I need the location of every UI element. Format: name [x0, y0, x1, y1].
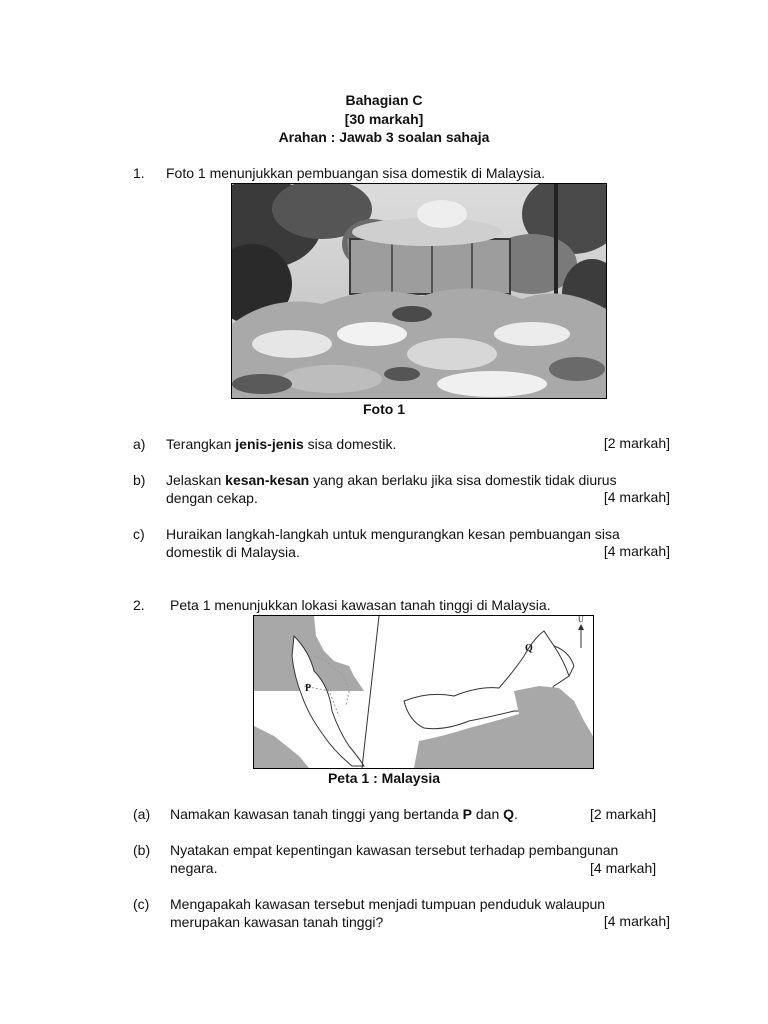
- map-1-caption: Peta 1 : Malaysia: [327, 770, 441, 786]
- q2-number: 2.: [133, 597, 145, 613]
- map-label-q: Q: [525, 643, 533, 654]
- q2c-marks: [4 markah]: [603, 913, 670, 929]
- q2b-text-line2: negara.: [170, 860, 218, 876]
- map-1-malaysia: [253, 615, 594, 769]
- q1c-text-line1: Huraikan langkah-langkah untuk mengurangkan kesan pembuangan sisa: [166, 526, 620, 542]
- q2b-label: (b): [133, 842, 151, 858]
- section-instruction: Arahan : Jawab 3 soalan sahaja: [278, 129, 490, 145]
- q2c-label: (c): [133, 896, 150, 912]
- q1c-text-line2: domestik di Malaysia.: [166, 544, 300, 560]
- photo-1-domestic-waste: [231, 183, 607, 399]
- q2b-text-line1: Nyatakan empat kepentingan kawasan tersebut terhadap pembangunan: [170, 842, 619, 858]
- q2b-marks: [4 markah]: [590, 860, 657, 876]
- map-north-label: U: [578, 615, 584, 624]
- q2c-text-line1: Mengapakah kawasan tersebut menjadi tumpuan penduduk walaupun: [170, 896, 606, 912]
- map-label-p: P: [305, 683, 312, 694]
- photo-1-caption: Foto 1: [363, 401, 405, 417]
- q1b-marks: [4 markah]: [603, 489, 670, 505]
- section-title: Bahagian C: [345, 92, 423, 108]
- q1c-label: c): [133, 526, 145, 542]
- q1b-text-line1: Jelaskan kesan-kesan yang akan berlaku jika sisa domestik tidak diurus: [166, 472, 617, 488]
- q1a-text: Terangkan jenis-jenis sisa domestik.: [166, 436, 397, 452]
- q2a-label: (a): [133, 806, 151, 822]
- q1a-marks: [2 markah]: [603, 435, 670, 451]
- q1-number: 1.: [133, 165, 145, 181]
- q2c-text-line2: merupakan kawasan tanah tinggi?: [170, 914, 384, 930]
- section-marks: [30 markah]: [344, 111, 424, 127]
- q2a-marks: [2 markah]: [590, 806, 657, 822]
- q1a-label: a): [133, 436, 146, 452]
- q1c-marks: [4 markah]: [603, 543, 670, 559]
- q1-stem: Foto 1 menunjukkan pembuangan sisa domestik di Malaysia.: [166, 165, 545, 181]
- q1b-label: b): [133, 472, 146, 488]
- q1b-text-line2: dengan cekap.: [166, 490, 258, 506]
- q2-stem: Peta 1 menunjukkan lokasi kawasan tanah tinggi di Malaysia.: [170, 597, 551, 613]
- q2a-text: Namakan kawasan tanah tinggi yang bertanda P dan Q.: [170, 806, 518, 822]
